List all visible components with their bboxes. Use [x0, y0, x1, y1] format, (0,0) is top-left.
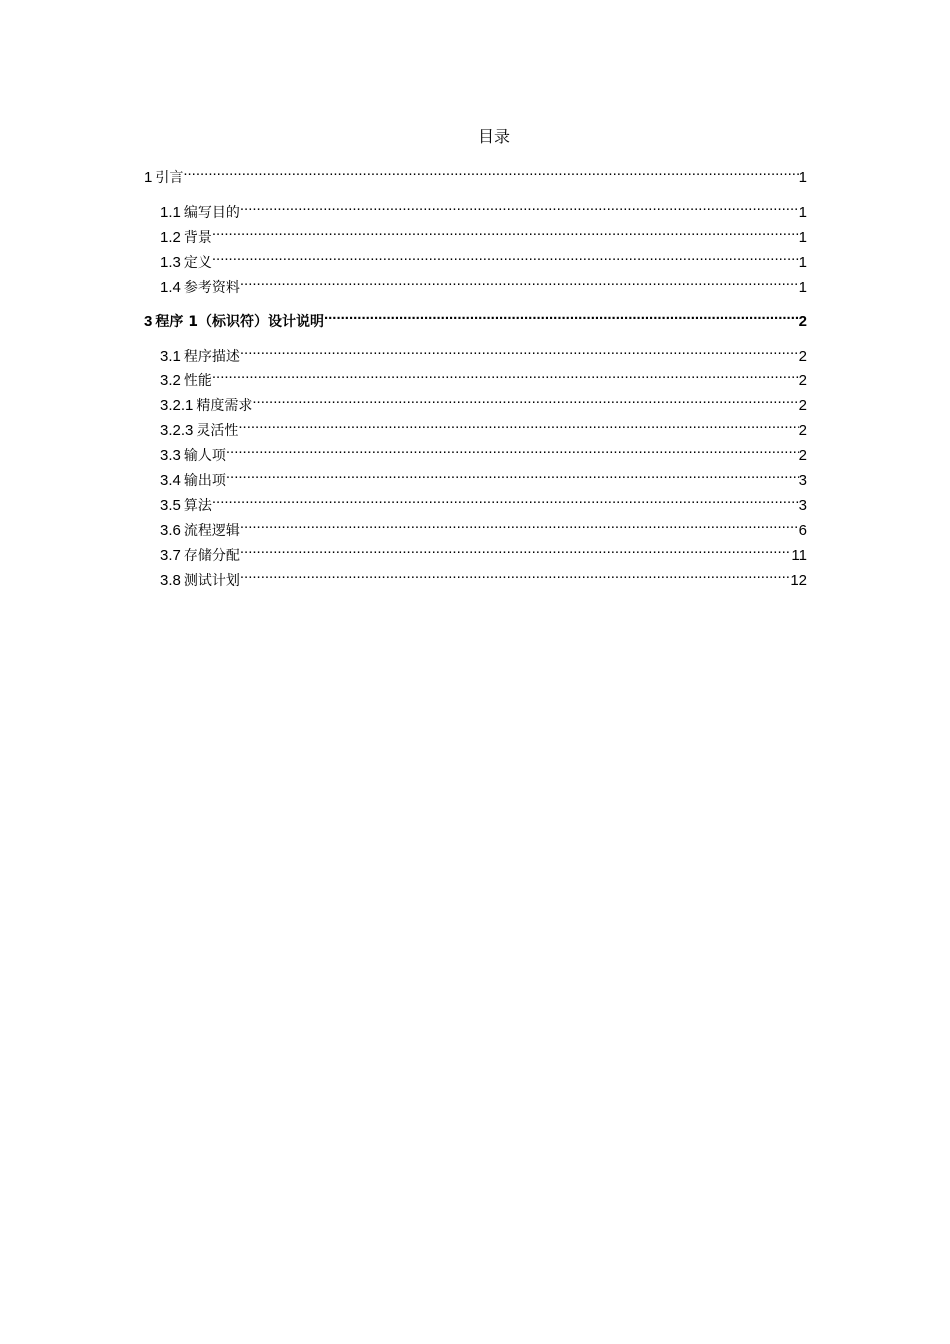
- toc-entry-text: 输出项: [183, 473, 226, 489]
- toc-entry-text: 算法: [183, 498, 212, 514]
- toc-leader-dots: [212, 488, 799, 510]
- toc-entry-number: 3.6: [160, 522, 181, 539]
- toc-leader-dots: [240, 270, 799, 292]
- toc-entry-number: 3.7: [160, 547, 181, 564]
- toc-entry-text: 编写目的: [183, 205, 240, 221]
- toc-entry[interactable]: [144, 160, 807, 186]
- toc-entry[interactable]: [160, 195, 807, 221]
- toc-leader-dots: [212, 245, 799, 267]
- toc-entry[interactable]: [160, 245, 807, 271]
- toc-entry-page: 12: [790, 572, 807, 589]
- toc-leader-dots: [240, 339, 799, 361]
- toc-entry[interactable]: [160, 339, 807, 365]
- toc-title: 目录: [477, 127, 510, 146]
- toc-entry[interactable]: [160, 538, 807, 564]
- toc-entry-text: 定义: [183, 255, 212, 271]
- toc-entry-number: 3.3: [160, 447, 181, 464]
- toc-entry-number: 3.2: [160, 372, 181, 389]
- toc-entry-number: 3.2.1: [160, 397, 194, 414]
- toc-entry-text: 精度需求: [196, 398, 253, 414]
- toc-entry-page: 2: [798, 447, 807, 464]
- toc-leader-dots: [226, 438, 799, 460]
- toc-leader-dots: [212, 220, 799, 242]
- toc-leader-dots: [240, 195, 799, 217]
- toc-entry[interactable]: [144, 304, 807, 330]
- toc-leader-dots: [252, 388, 798, 410]
- toc-entry[interactable]: [160, 488, 807, 514]
- toc-entry-text: 参考资料: [183, 280, 240, 296]
- toc-entry[interactable]: [160, 388, 807, 414]
- toc-entry[interactable]: [160, 413, 807, 439]
- toc-entry[interactable]: [160, 270, 807, 296]
- toc-entry-text: 输人项: [183, 448, 226, 464]
- toc-entry-page: 1: [798, 254, 807, 271]
- toc-leader-dots: [183, 160, 798, 182]
- toc-entry[interactable]: [160, 220, 807, 246]
- toc-entry-number: 3.1: [160, 348, 181, 365]
- toc-leader-dots: [324, 304, 799, 326]
- toc-entry[interactable]: [160, 463, 807, 489]
- toc-leader-dots: [240, 513, 799, 535]
- toc-entry-page: 2: [798, 397, 807, 414]
- toc-entry-text: 测试计划: [183, 573, 240, 589]
- toc-entry-page: 2: [798, 372, 807, 389]
- toc-entry-text: 背景: [183, 230, 212, 246]
- toc-leader-dots: [240, 538, 792, 560]
- toc-entry-number: 1.2: [160, 229, 181, 246]
- toc-entry-page: 1: [798, 279, 807, 296]
- toc-entry-number: 3.4: [160, 472, 181, 489]
- toc-entry-page: 11: [791, 547, 807, 564]
- toc-entry-number: 1: [144, 169, 153, 186]
- toc-leader-dots: [226, 463, 799, 485]
- toc-entry-page: 1: [798, 169, 807, 186]
- toc-entry-number: 3.2.3: [160, 422, 194, 439]
- toc-entry[interactable]: [160, 513, 807, 539]
- toc-entry-number: 1.1: [160, 204, 181, 221]
- toc-entry-page: 3: [798, 472, 807, 489]
- toc-entry-page: 1: [798, 204, 807, 221]
- toc-entry-text: 程序描述: [183, 349, 240, 365]
- toc-entry-page: 1: [798, 229, 807, 246]
- toc-entry-text: 引言: [155, 170, 184, 186]
- toc-entry-page: 2: [798, 422, 807, 439]
- toc-entry[interactable]: [160, 563, 807, 589]
- toc-entry-number: 3.8: [160, 572, 181, 589]
- toc-leader-dots: [238, 413, 798, 435]
- toc-entry-number: 3: [144, 313, 153, 330]
- toc-entry-number: 1.3: [160, 254, 181, 271]
- toc-entry-number: 3.5: [160, 497, 181, 514]
- toc-leader-dots: [240, 563, 790, 585]
- toc-entry-number: 1.4: [160, 279, 181, 296]
- toc-entry-page: 6: [798, 522, 807, 539]
- toc-entry-text: 流程逻辑: [183, 523, 240, 539]
- toc-entry-text: 性能: [183, 373, 212, 389]
- toc-entry-text: 灵活性: [196, 423, 239, 439]
- toc-entry-text: 存储分配: [183, 548, 240, 564]
- toc-entry-page: 2: [798, 313, 807, 330]
- toc-entry-page: 2: [798, 348, 807, 365]
- toc-entry-page: 3: [798, 497, 807, 514]
- toc-entry[interactable]: [160, 363, 807, 389]
- toc-leader-dots: [212, 363, 799, 385]
- toc-entry-text: 程序 1（标识符）设计说明: [155, 314, 324, 330]
- toc-entry[interactable]: [160, 438, 807, 464]
